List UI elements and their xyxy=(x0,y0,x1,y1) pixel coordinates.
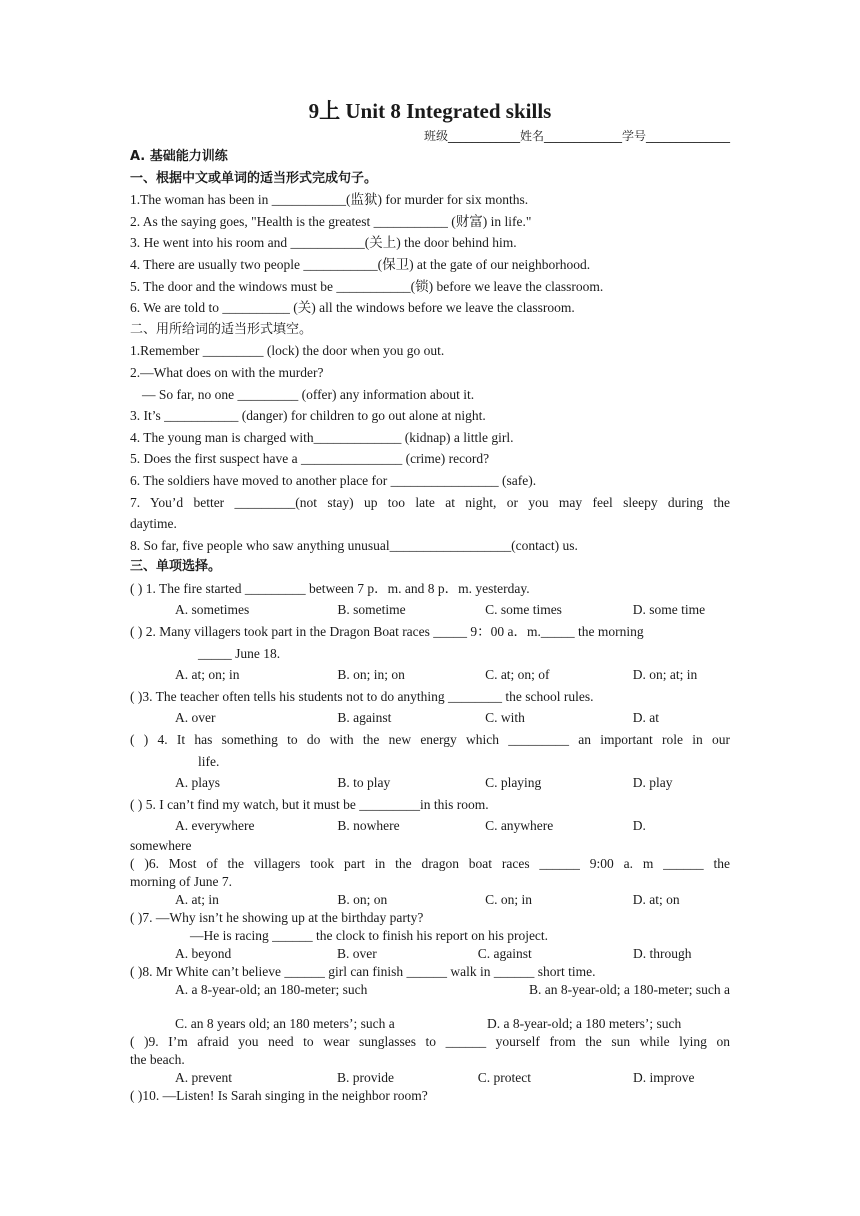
question-options xyxy=(130,1015,730,1033)
option-a: A. sometimes xyxy=(175,602,250,618)
option-b: B. sometime xyxy=(337,602,406,618)
question-stem: ( ) 5. I can’t find my watch, but it must be _________in this room. xyxy=(130,796,489,812)
question-stem: ( )9. I’m afraid you need to wear sunglasses to ______ yourself from the sun while lying on xyxy=(130,1034,730,1049)
option-d: D. at xyxy=(632,710,660,726)
worksheet xyxy=(130,96,730,1105)
option-c: C. on; in xyxy=(485,892,532,907)
question-options xyxy=(130,599,730,621)
option-c: C. with xyxy=(485,710,525,726)
question-stem: ( ) 2. Many villagers took part in the Dragon Boat races _____ 9：00 a．m._____ the morning xyxy=(130,624,644,640)
option-a: A. at; in xyxy=(175,892,219,907)
part2-item: 5. Does the first suspect have a _______________ (crime) record? xyxy=(130,451,490,467)
question-options xyxy=(130,981,730,999)
part1-item: 6. We are told to __________ (关) all the windows before we leave the classroom. xyxy=(130,300,575,316)
option-c: C. against xyxy=(477,946,532,961)
part2-item: 7. You’d better _________(not stay) up too late at night, or you may feel sleepy during the xyxy=(130,494,730,510)
option-b: B. an 8-year-old; a 180-meter; such a xyxy=(528,982,730,997)
option-c: C. an 8 years old; an 180 meters’; such a xyxy=(175,1016,395,1031)
question-options xyxy=(130,707,730,729)
option-d: D. some time xyxy=(632,602,706,618)
option-c: C. some times xyxy=(485,602,562,618)
option-b: B. provide xyxy=(337,1070,395,1085)
question-stem: ( ) 1. The fire started _________ between 7 p．m. and 8 p．m. yesterday. xyxy=(130,580,530,596)
option-a: A. a 8-year-old; an 180-meter; such xyxy=(175,982,368,997)
question-stem-cont: the beach. xyxy=(130,1052,185,1067)
option-b: B. on; on xyxy=(337,892,388,907)
part2-item: 2.—What does on with the murder? xyxy=(130,364,324,380)
option-b: B. on; in; on xyxy=(337,667,405,683)
part2-item: 6. The soldiers have moved to another place for ________________ (safe). xyxy=(130,472,537,488)
question-stem: ( )8. Mr White can’t believe ______ girl can finish ______ walk in ______ short time. xyxy=(130,964,596,979)
part1-item: 2. As the saying goes, "Health is the greatest ___________ (财富) in life." xyxy=(130,213,532,229)
question-options xyxy=(130,891,730,909)
option-b: B. to play xyxy=(337,775,391,791)
option-a: A. at; on; in xyxy=(175,667,240,683)
question-stem-cont: _____ June 18. xyxy=(198,645,281,661)
question-options xyxy=(130,664,730,686)
question-options xyxy=(130,815,730,837)
option-a: A. plays xyxy=(175,775,220,791)
part1-item: 5. The door and the windows must be ___________(锁) before we leave the classroom. xyxy=(130,278,604,294)
option-a: A. over xyxy=(175,710,216,726)
option-d: D. through xyxy=(632,946,692,961)
question-stem: ( )6. Most of the villagers took part in the dragon boat races ______ 9:00 a. m ______ the xyxy=(130,856,730,871)
part1-heading: 一、根据中文或单词的适当形式完成句子。 xyxy=(130,170,378,186)
question-options xyxy=(130,772,730,794)
title-grade: 9上 xyxy=(308,99,341,123)
option-d: D. at; on xyxy=(632,892,680,907)
question-stem: ( )10. —Listen! Is Sarah singing in the neighbor room? xyxy=(130,1088,428,1103)
part2-item: — So far, no one _________ (offer) any information about it. xyxy=(142,386,475,402)
option-b: B. against xyxy=(337,710,392,726)
question-stem-cont: morning of June 7. xyxy=(130,874,232,889)
question-stem-cont: life. xyxy=(198,753,220,769)
option-c: C. playing xyxy=(485,775,542,791)
part2-item: daytime. xyxy=(130,516,177,532)
option-b: B. over xyxy=(337,946,377,961)
title-topic: Integrated skills xyxy=(406,99,552,123)
part2-item: 8. So far, five people who saw anything unusual__________________(contact) us. xyxy=(130,537,578,553)
option-a: A. beyond xyxy=(175,946,232,961)
question-stem: ( ) 4. It has something to do with the new energy which _________ an important role in our xyxy=(130,732,730,748)
question-stem: ( )3. The teacher often tells his students not to do anything ________ the school rules. xyxy=(130,688,594,704)
student-info-line: 班级____________姓名_____________学号______________ xyxy=(423,129,730,143)
part2-item: 1.Remember _________ (lock) the door when you go out. xyxy=(130,343,445,359)
part1-item: 3. He went into his room and ___________(关上) the door behind him. xyxy=(130,235,517,251)
page-title xyxy=(130,96,730,126)
option-d: D. xyxy=(632,818,646,834)
option-d-cont: somewhere xyxy=(130,838,192,853)
option-d: D. improve xyxy=(632,1070,695,1085)
part1-item: 1.The woman has been in ___________(监狱) for murder for six months. xyxy=(130,192,529,208)
option-c: C. anywhere xyxy=(485,818,554,834)
question-stem: ( )7. —Why isn’t he showing up at the birthday party? xyxy=(130,910,424,925)
option-d: D. on; at; in xyxy=(632,667,698,683)
option-d: D. play xyxy=(632,775,673,791)
option-d: D. a 8-year-old; a 180 meters’; such xyxy=(487,1016,682,1031)
question-stem-cont: —He is racing ______ the clock to finish his report on his project. xyxy=(190,928,549,943)
option-c: C. protect xyxy=(477,1070,531,1085)
option-b: B. nowhere xyxy=(337,818,400,834)
title-unit: Unit 8 xyxy=(345,99,401,123)
option-a: A. everywhere xyxy=(175,818,255,834)
part1-item: 4. There are usually two people ___________(保卫) at the gate of our neighborhood. xyxy=(130,256,591,272)
option-a: A. prevent xyxy=(175,1070,232,1085)
option-c: C. at; on; of xyxy=(485,667,550,683)
question-options xyxy=(130,945,730,963)
part2-item: 3. It’s ___________ (danger) for children to go out alone at night. xyxy=(130,408,486,424)
part2-heading: 二、用所给词的适当形式填空。 xyxy=(130,321,313,337)
question-options xyxy=(130,1069,730,1087)
part2-item: 4. The young man is charged with_____________ (kidnap) a little girl. xyxy=(130,429,514,445)
part3-heading: 三、单项选择。 xyxy=(130,559,222,575)
section-a-heading: A. 基础能力训练 xyxy=(130,149,228,164)
